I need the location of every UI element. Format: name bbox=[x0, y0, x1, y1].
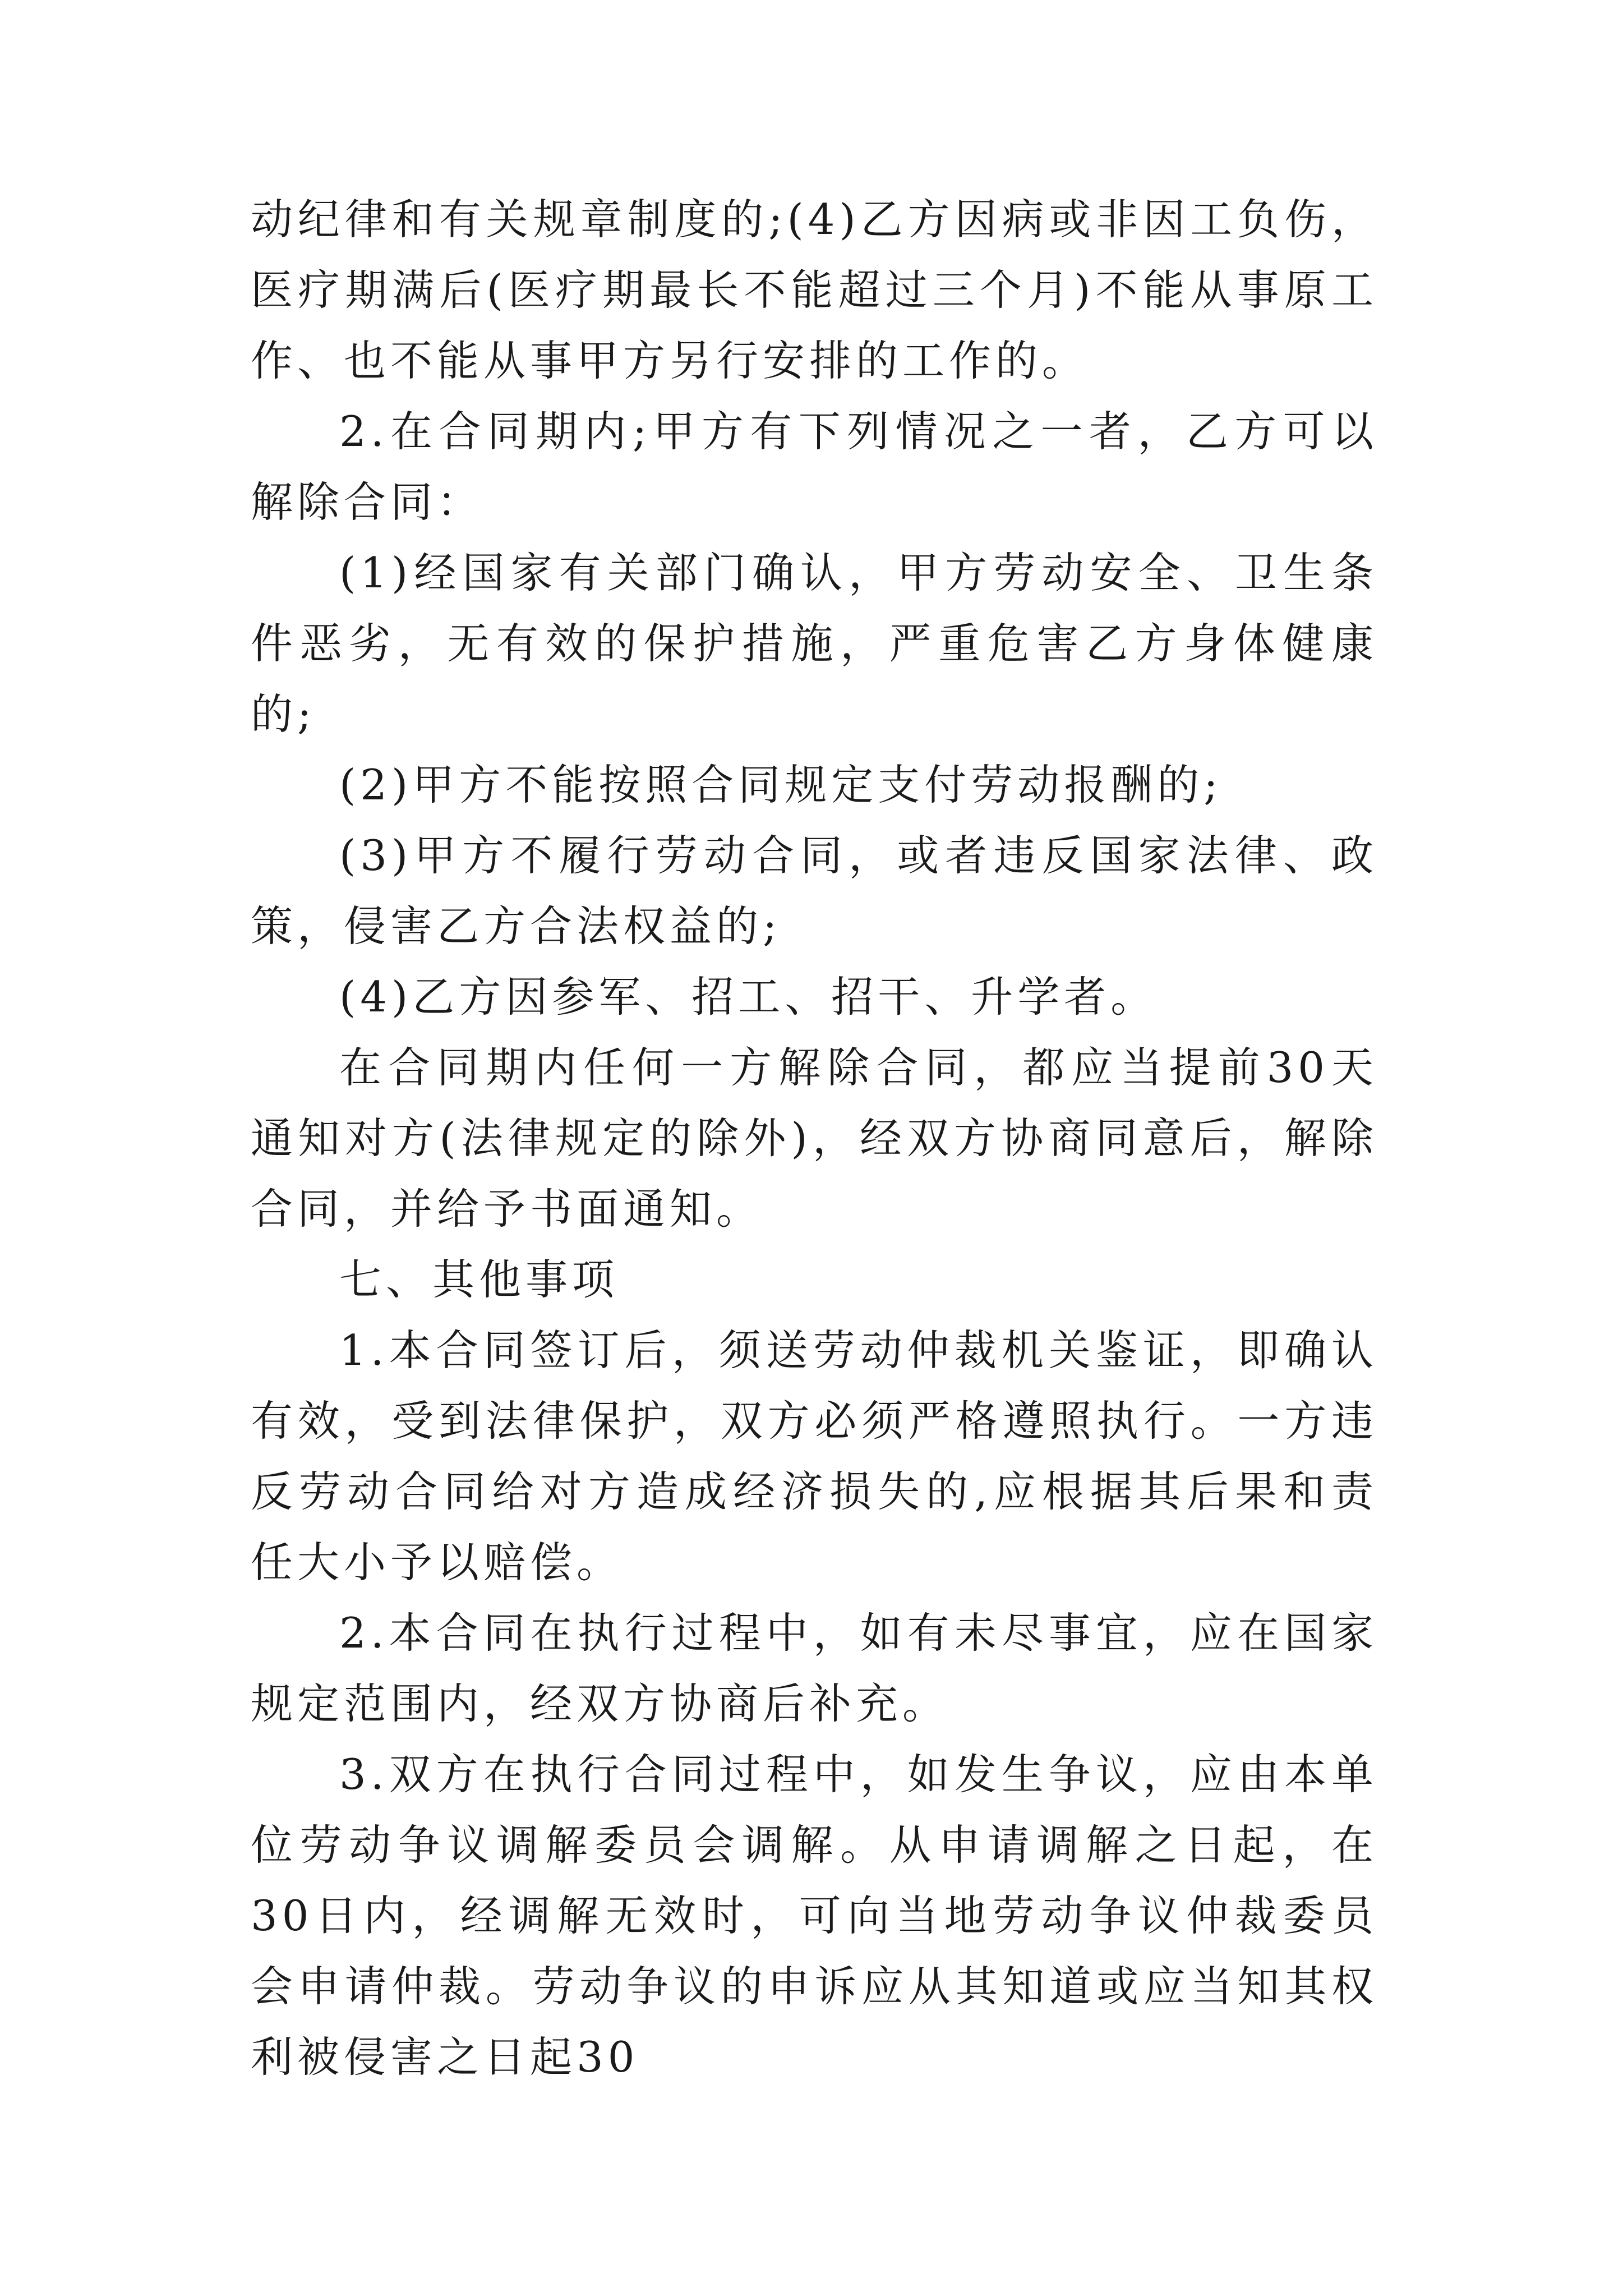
paragraph: 动纪律和有关规章制度的;(4)乙方因病或非因工负伤，医疗期满后(医疗期最长不能超过三个月)不能从事原工作、也不能从事甲方另行安排的工作的。 bbox=[251, 195, 1378, 385]
paragraph: 2.在合同期内;甲方有下列情况之一者，乙方可以解除合同： bbox=[251, 407, 1378, 527]
paragraph: (2)甲方不能按照合同规定支付劳动报酬的; bbox=[339, 760, 1223, 809]
paragraph: (1)经国家有关部门确认，甲方劳动安全、卫生条件恶劣，无有效的保护措施，严重危害乙方身体健康的; bbox=[251, 548, 1378, 739]
section-heading: 七、其他事项 bbox=[339, 1255, 619, 1304]
paragraph: (3)甲方不履行劳动合同，或者违反国家法律、政策，侵害乙方合法权益的; bbox=[251, 831, 1378, 951]
paragraph: 2.本合同在执行过程中，如有未尽事宜，应在国家规定范围内，经双方协商后补充。 bbox=[251, 1608, 1378, 1728]
paragraph: (4)乙方因参军、招工、招干、升学者。 bbox=[339, 972, 1158, 1022]
paragraph: 在合同期内任何一方解除合同，都应当提前30天通知对方(法律规定的除外)，经双方协商同意后，解除合同，并给予书面通知。 bbox=[251, 1043, 1378, 1234]
paragraph: 3.双方在执行合同过程中，如发生争议，应由本单位劳动争议调解委员会调解。从申请调解之日起，在30日内，经调解无效时，可向当地劳动争议仲裁委员会申请仲裁。劳动争议的申诉应从其知道或应当知其权利被侵害之日起30 bbox=[251, 1750, 1378, 2082]
paragraph: 1.本合同签订后，须送劳动仲裁机关鉴证，即确认有效，受到法律保护，双方必须严格遵照执行。一方违反劳动合同给对方造成经济损失的,应根据其后果和责任大小予以赔偿。 bbox=[251, 1326, 1378, 1587]
document-body bbox=[251, 184, 1378, 2092]
